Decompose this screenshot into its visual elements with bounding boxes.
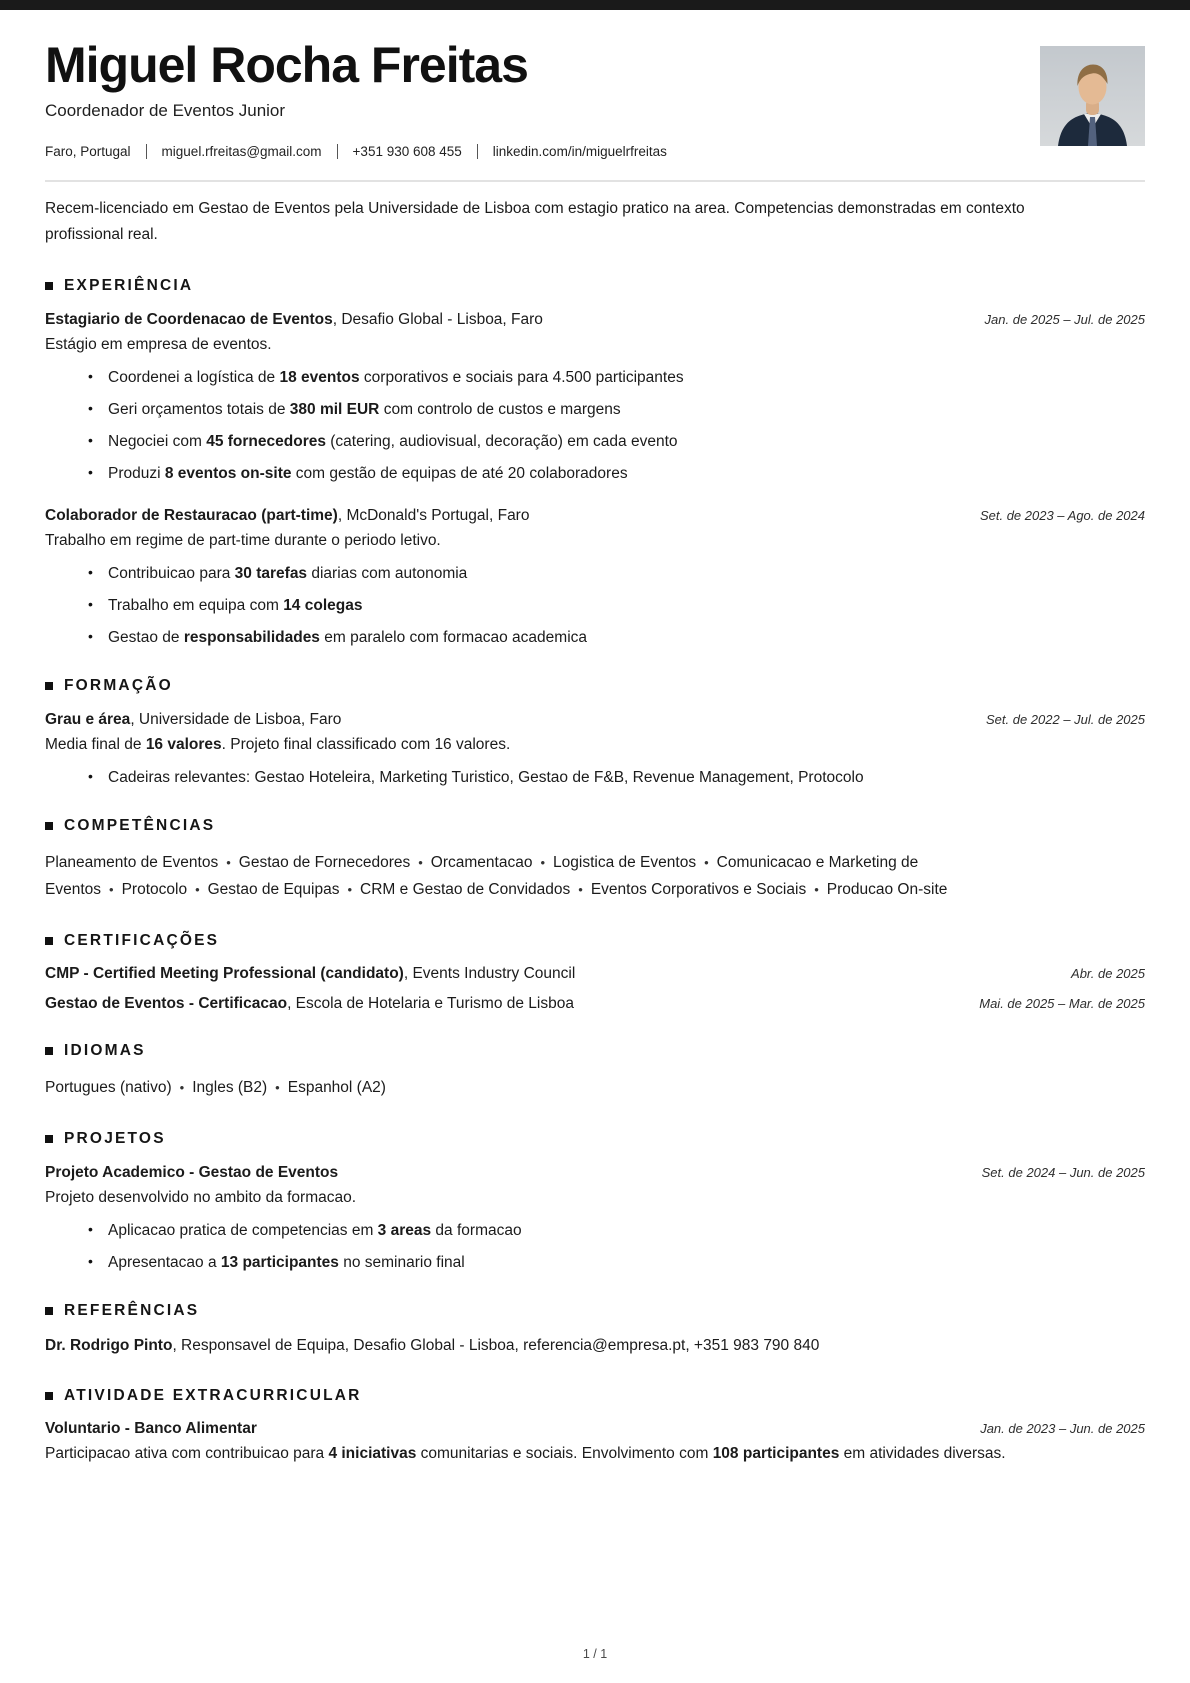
entry-org: , Desafio Global - Lisboa, Faro <box>332 311 543 328</box>
dot-separator-icon: • <box>179 1080 185 1095</box>
certification-entry <box>45 995 1145 1013</box>
cert-name: Gestao de Eventos - Certificacao <box>45 995 288 1012</box>
activity-description <box>45 1445 1145 1463</box>
entry-degree: Grau e área <box>45 711 131 728</box>
project-entry <box>45 1164 1145 1273</box>
bold-text: 16 valores <box>145 736 222 753</box>
bullet-item <box>108 563 1145 584</box>
bold-text: 45 fornecedores <box>206 433 326 450</box>
section-heading-references <box>45 1302 1145 1320</box>
skills-list <box>45 849 1075 903</box>
text: (catering, audiovisual, decoração) em cada evento <box>325 433 678 450</box>
bullet-item <box>108 399 1145 420</box>
project-name: Projeto Academico - Gestao de Eventos <box>45 1164 339 1181</box>
section-heading-label: REFERÊNCIAS <box>64 1302 200 1319</box>
text: Contribuicao para <box>108 565 235 582</box>
entry-title <box>45 965 575 983</box>
text: no seminario final <box>338 1254 465 1271</box>
inline-list-item: Portugues (nativo) <box>45 1079 172 1096</box>
contact-item: Faro, Portugal <box>45 144 131 159</box>
square-bullet-icon <box>45 1135 53 1143</box>
text: Participacao ativa com contribuicao para <box>45 1445 329 1462</box>
section-heading-languages <box>45 1042 1145 1060</box>
reference-text <box>45 1334 1145 1358</box>
entry-subtitle: Projeto desenvolvido no ambito da formacao. <box>45 1189 357 1206</box>
cert-org: , Escola de Hotelaria e Turismo de Lisboa <box>287 995 574 1012</box>
bullet-item <box>108 767 1145 788</box>
text: , Responsavel de Equipa, Desafio Global - Lisboa, referencia@empresa.pt, +351 983 790 840 <box>172 1337 820 1354</box>
section-education <box>45 677 1145 788</box>
entry-bullet-list <box>45 367 1145 484</box>
entry-date: Mai. de 2025 – Mar. de 2025 <box>979 996 1145 1011</box>
entry-header-row <box>45 965 1145 983</box>
experience-entry <box>45 311 1145 484</box>
entry-bullet-list <box>45 1220 1145 1273</box>
bullet-item <box>108 431 1145 452</box>
section-heading-extracurricular <box>45 1387 1145 1405</box>
text: com controlo de custos e margens <box>379 401 621 418</box>
entry-title <box>45 711 341 729</box>
entry-role: Colaborador de Restauracao (part-time) <box>45 507 338 524</box>
text: com gestão de equipas de até 20 colaboradores <box>291 465 628 482</box>
cert-name: CMP - Certified Meeting Professional (candidato) <box>45 965 404 982</box>
section-heading-label: COMPETÊNCIAS <box>64 817 216 834</box>
bullet-item <box>108 1252 1145 1273</box>
bold-text: 13 participantes <box>220 1254 339 1271</box>
education-entry <box>45 711 1145 788</box>
text: corporativos e sociais para 4.500 participantes <box>359 369 684 386</box>
text: em atividades diversas. <box>839 1445 1006 1462</box>
text: Media final de <box>45 736 146 753</box>
contact-item: linkedin.com/in/miguelrfreitas <box>492 144 667 159</box>
text: Gestao de <box>108 629 184 646</box>
section-certifications <box>45 932 1145 1013</box>
section-experience <box>45 277 1145 648</box>
candidate-job-title: Coordenador de Eventos Junior <box>45 101 286 120</box>
vertical-separator-icon <box>146 144 147 159</box>
bold-text: 380 mil EUR <box>289 401 380 418</box>
bold-text: 108 participantes <box>712 1445 840 1462</box>
page-number: 1 / 1 <box>582 1647 608 1661</box>
inline-list-item: Gestao de Equipas <box>207 881 340 898</box>
dot-separator-icon: • <box>347 882 353 897</box>
text: diarias com autonomia <box>307 565 468 582</box>
extracurricular-entry <box>45 1420 1145 1463</box>
languages-list <box>45 1074 1075 1101</box>
bold-text: Dr. Rodrigo Pinto <box>45 1337 173 1354</box>
text: Aplicacao pratica de competencias em <box>108 1222 378 1239</box>
square-bullet-icon <box>45 822 53 830</box>
section-heading-label: ATIVIDADE EXTRACURRICULAR <box>64 1387 362 1404</box>
dot-separator-icon: • <box>540 855 546 870</box>
square-bullet-icon <box>45 1047 53 1055</box>
candidate-name: Miguel Rocha Freitas <box>45 37 528 93</box>
vertical-separator-icon <box>477 144 478 159</box>
entry-title <box>45 507 529 525</box>
inline-list-item: Planeamento de Eventos <box>45 854 219 871</box>
entry-header-row <box>45 711 1145 729</box>
square-bullet-icon <box>45 1307 53 1315</box>
bullet-item <box>108 367 1145 388</box>
entry-date: Jan. de 2025 – Jul. de 2025 <box>984 312 1145 327</box>
section-heading-label: FORMAÇÃO <box>64 677 173 694</box>
text: da formacao <box>431 1222 522 1239</box>
entry-header-row <box>45 507 1145 525</box>
text: Produzi <box>108 465 165 482</box>
inline-list-item: Protocolo <box>121 881 188 898</box>
dot-separator-icon: • <box>226 855 231 870</box>
inline-list-item: Producao On-site <box>826 881 948 898</box>
bold-text: 14 colegas <box>283 597 363 614</box>
section-heading-projects <box>45 1130 1145 1148</box>
entry-date: Set. de 2022 – Jul. de 2025 <box>985 712 1145 727</box>
bold-text: 4 iniciativas <box>328 1445 417 1462</box>
entry-date: Set. de 2023 – Ago. de 2024 <box>979 508 1145 523</box>
section-references <box>45 1302 1145 1358</box>
top-bar <box>0 0 1190 10</box>
entry-org: , Universidade de Lisboa, Faro <box>130 711 342 728</box>
inline-list-item: Eventos Corporativos e Sociais <box>590 881 807 898</box>
inline-list-item: CRM e Gestao de Convidados <box>360 881 571 898</box>
section-languages <box>45 1042 1145 1101</box>
text: Apresentacao a <box>108 1254 221 1271</box>
section-heading-label: IDIOMAS <box>64 1042 146 1059</box>
entry-bullet-list <box>45 563 1145 648</box>
bullet-item <box>108 595 1145 616</box>
entry-header-row <box>45 311 1145 329</box>
section-heading-skills <box>45 817 1145 835</box>
text: Coordenei a logística de <box>108 369 280 386</box>
section-heading-label: CERTIFICAÇÕES <box>64 932 220 949</box>
dot-separator-icon: • <box>275 1080 280 1095</box>
bold-text: 30 tarefas <box>234 565 308 582</box>
entry-title <box>45 995 574 1013</box>
dot-separator-icon: • <box>418 855 423 870</box>
inline-list-item: Logistica de Eventos <box>553 854 697 871</box>
text: Trabalho em equipa com <box>108 597 284 614</box>
text: . Projeto final classificado com 16 valores. <box>221 736 511 753</box>
text: Cadeiras relevantes: Gestao Hoteleira, Marketing Turistico, Gestao de F&B, Revenue Management, Protocolo <box>108 769 864 786</box>
entry-detail <box>45 736 1145 754</box>
inline-list-item: Orcamentacao <box>430 854 533 871</box>
bold-text: 3 areas <box>377 1222 432 1239</box>
section-projects <box>45 1130 1145 1273</box>
dot-separator-icon: • <box>814 882 819 897</box>
profile-photo <box>1040 46 1145 146</box>
bullet-item <box>108 463 1145 484</box>
bold-text: responsabilidades <box>183 629 320 646</box>
dot-separator-icon: • <box>195 882 200 897</box>
entry-title <box>45 1164 338 1182</box>
section-heading-certifications <box>45 932 1145 950</box>
text: comunitarias e sociais. Envolvimento com <box>416 1445 713 1462</box>
header-divider <box>45 180 1145 182</box>
dot-separator-icon: • <box>704 855 709 870</box>
square-bullet-icon <box>45 682 53 690</box>
entry-date: Set. de 2024 – Jun. de 2025 <box>981 1165 1145 1180</box>
contact-row <box>45 144 1145 159</box>
section-skills <box>45 817 1145 903</box>
summary-text: Recem-licenciado em Gestao de Eventos pela Universidade de Lisboa com estagio pratico na area. Competencias demonstradas em contexto profissional real. <box>45 200 1025 243</box>
entry-subtitle: Trabalho em regime de part-time durante o periodo letivo. <box>45 532 441 549</box>
bold-text: 18 eventos <box>279 369 360 386</box>
experience-entry <box>45 507 1145 648</box>
dot-separator-icon: • <box>578 882 583 897</box>
entry-subtitle: Estágio em empresa de eventos. <box>45 336 272 353</box>
entry-date: Jan. de 2023 – Jun. de 2025 <box>980 1421 1145 1436</box>
certification-entry <box>45 965 1145 983</box>
entry-header-row <box>45 1164 1145 1182</box>
entry-role: Estagiario de Coordenacao de Eventos <box>45 311 333 328</box>
section-heading-label: EXPERIÊNCIA <box>64 277 194 294</box>
bullet-item <box>108 627 1145 648</box>
text: Negociei com <box>108 433 207 450</box>
vertical-separator-icon <box>337 144 338 159</box>
section-heading-experience <box>45 277 1145 295</box>
square-bullet-icon <box>45 282 53 290</box>
entry-header-row <box>45 1420 1145 1438</box>
inline-list-item: Espanhol (A2) <box>287 1079 386 1096</box>
entry-title <box>45 1420 257 1438</box>
entry-org: , McDonald's Portugal, Faro <box>337 507 530 524</box>
entry-date: Abr. de 2025 <box>1071 966 1145 981</box>
section-extracurricular <box>45 1387 1145 1463</box>
header <box>45 38 1145 159</box>
cert-org: , Events Industry Council <box>403 965 576 982</box>
text: Geri orçamentos totais de <box>108 401 290 418</box>
section-heading-label: PROJETOS <box>64 1130 166 1147</box>
bullet-item <box>108 1220 1145 1241</box>
square-bullet-icon <box>45 937 53 945</box>
text: em paralelo com formacao academica <box>319 629 588 646</box>
section-heading-education <box>45 677 1145 695</box>
bold-text: 8 eventos on-site <box>164 465 292 482</box>
square-bullet-icon <box>45 1392 53 1400</box>
dot-separator-icon: • <box>109 882 114 897</box>
inline-list-item: Ingles (B2) <box>192 1079 268 1096</box>
activity-name: Voluntario - Banco Alimentar <box>45 1420 257 1437</box>
inline-list-item: Comunicacao e Marketing de Eventos <box>45 854 919 898</box>
entry-header-row <box>45 995 1145 1013</box>
entry-title <box>45 311 543 329</box>
contact-item: +351 930 608 455 <box>352 144 462 159</box>
inline-list-item: Gestao de Fornecedores <box>238 854 411 871</box>
entry-bullet-list <box>45 767 1145 788</box>
contact-item: miguel.rfreitas@gmail.com <box>161 144 322 159</box>
